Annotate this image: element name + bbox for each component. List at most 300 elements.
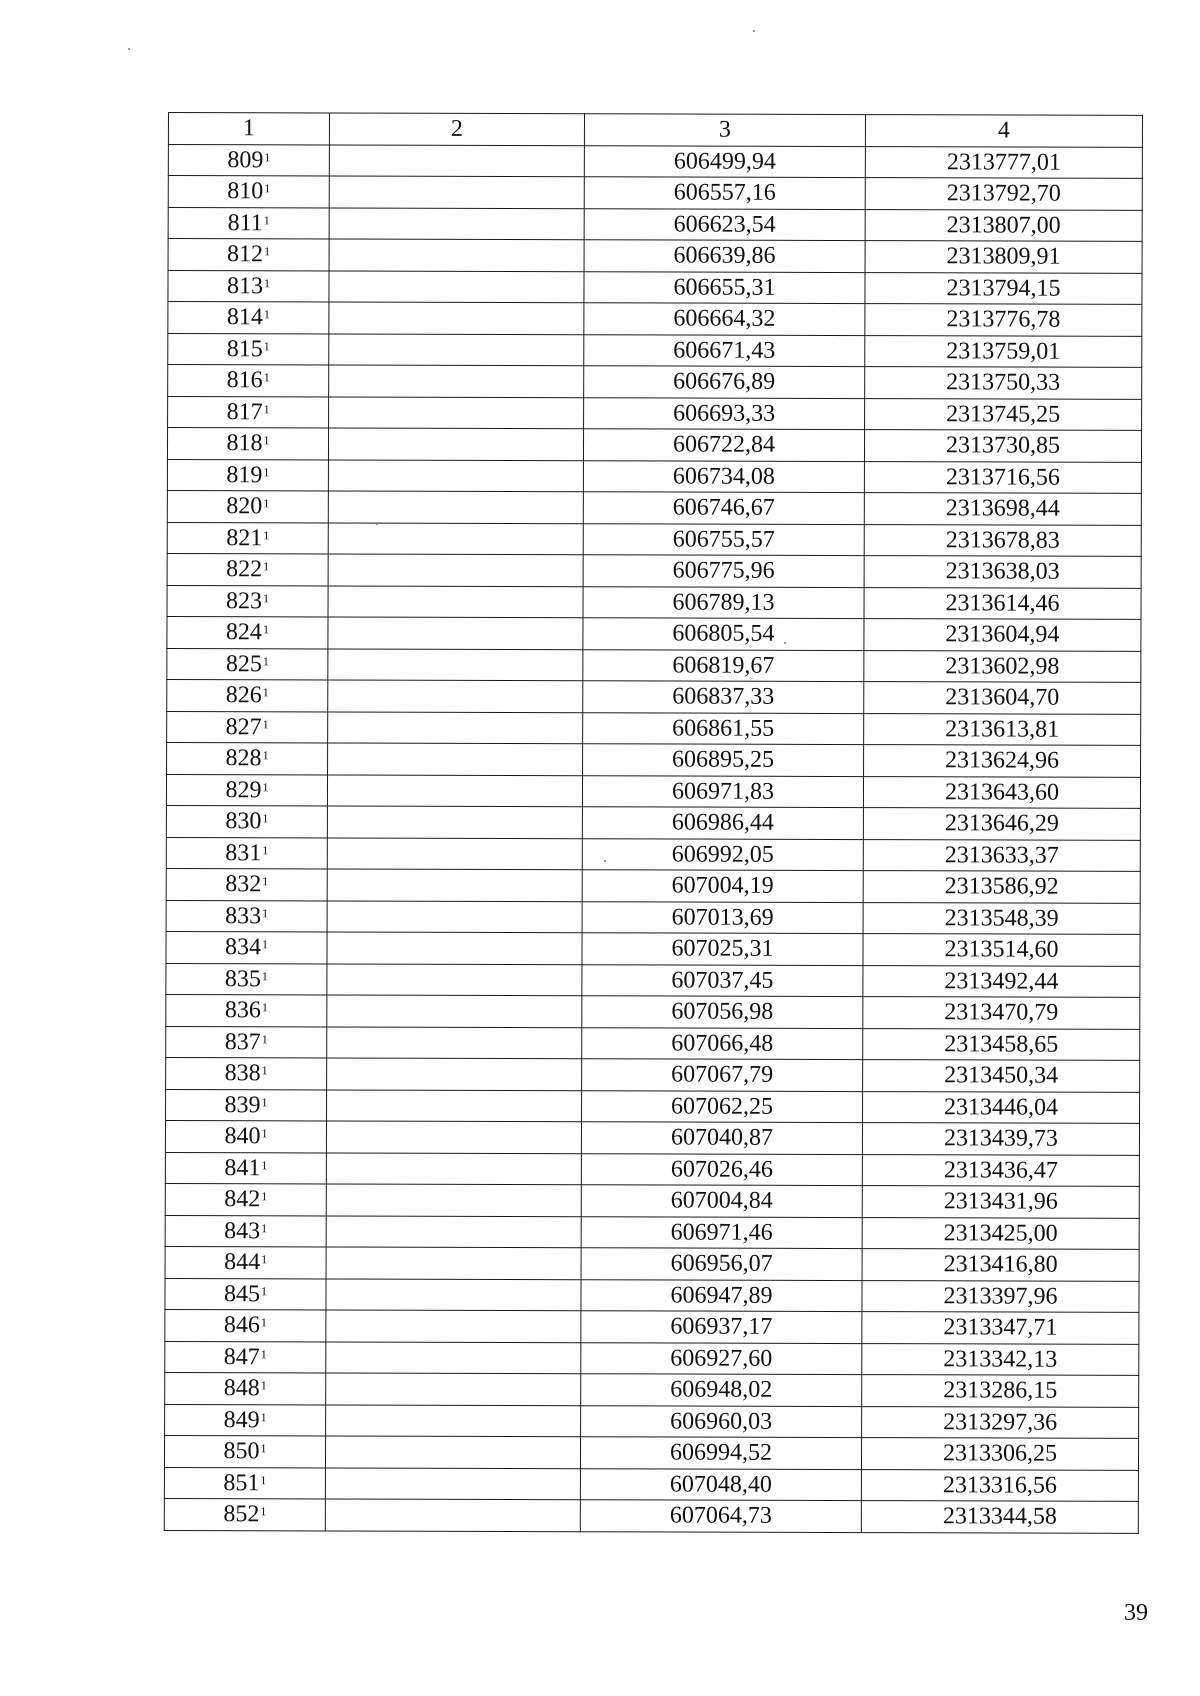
point-number: 844 [224,1249,261,1276]
point-number: 845 [223,1280,261,1308]
point-number-cell [168,365,329,397]
point-number: 812 [227,241,264,268]
table-row [166,900,1140,934]
point-number-superscript: 1 [262,685,269,700]
y-coordinate-cell: 2313730,85 [864,430,1141,462]
point-number-cell [168,144,329,176]
x-coordinate-cell: 607004,84 [581,1185,862,1217]
point-number-superscript: 1 [262,780,269,795]
point-number-cell [168,176,329,208]
y-coordinate-cell: 2313306,25 [861,1438,1138,1470]
table-row [168,144,1142,178]
col-2-cell [328,522,583,554]
point-number-cell [166,1057,327,1089]
y-coordinate-cell: 2313776,78 [865,304,1142,336]
table-row [165,1404,1139,1438]
x-coordinate-cell: 606992,05 [582,838,863,870]
table-row [168,333,1142,367]
point-number-cell [167,553,328,585]
point-number-superscript: 1 [263,591,270,606]
x-coordinate-cell: 607040,87 [581,1122,862,1154]
point-number-superscript: 1 [264,181,271,196]
point-number-superscript: 1 [262,717,269,732]
point-number: 842 [224,1186,261,1213]
x-coordinate-cell: 607037,45 [582,964,863,996]
x-coordinate-cell: 606746,67 [583,492,864,524]
point-number-cell [166,931,327,963]
table-row [166,1026,1140,1060]
y-coordinate-cell: 2313436,47 [862,1154,1139,1186]
point-number-cell [165,1246,326,1278]
point-number-superscript: 1 [262,906,269,921]
x-coordinate-cell: 606676,89 [584,366,865,398]
x-coordinate-cell: 607026,46 [581,1153,862,1185]
x-coordinate-cell: 607048,40 [580,1468,861,1500]
col-2-cell [326,1341,581,1373]
point-number-superscript: 1 [260,1315,267,1330]
table-row [166,868,1140,902]
table-row [167,742,1141,776]
point-number-cell [165,1278,326,1310]
point-number: 818 [226,430,263,457]
y-coordinate-cell: 2313416,80 [862,1249,1139,1281]
y-coordinate-cell: 2313514,60 [863,934,1140,966]
point-number-superscript: 1 [261,1221,268,1236]
x-coordinate-cell: 607066,48 [582,1027,863,1059]
table-row [165,1246,1139,1280]
x-coordinate-cell: 606948,02 [581,1374,862,1406]
point-number-superscript: 1 [261,1189,268,1204]
point-number-superscript: 1 [261,1000,268,1015]
x-coordinate-cell: 607013,69 [582,901,863,933]
x-coordinate-cell: 606775,96 [583,555,864,587]
point-number: 826 [225,682,262,709]
point-number-superscript: 1 [263,307,270,322]
x-coordinate-cell: 606960,03 [581,1405,862,1437]
point-number-superscript: 1 [262,811,269,826]
point-number-superscript: 1 [264,150,271,165]
col-2-cell [329,302,584,334]
col-2-cell [326,1121,581,1153]
point-number: 821 [226,524,263,552]
header-col-4: 4 [865,115,1142,147]
point-number-cell [164,1435,325,1467]
point-number: 837 [224,1028,261,1056]
col-2-cell [328,428,583,460]
point-number-superscript: 1 [263,370,270,385]
point-number-cell [164,1467,325,1499]
point-number: 814 [226,304,263,331]
y-coordinate-cell: 2313347,71 [862,1312,1139,1344]
table-row [167,522,1141,556]
point-number: 829 [225,776,262,804]
table-row [168,365,1142,399]
x-coordinate-cell: 606557,16 [584,177,865,209]
point-number-cell [166,900,327,932]
point-number: 849 [223,1406,260,1434]
y-coordinate-cell: 2313286,15 [862,1375,1139,1407]
table-row [166,994,1140,1028]
x-coordinate-cell: 606971,46 [581,1216,862,1248]
col-2-cell [329,144,584,176]
point-number: 841 [224,1154,261,1182]
point-number-cell [166,805,327,837]
point-number-cell [166,1026,327,1058]
x-coordinate-cell: 607025,31 [582,933,863,965]
y-coordinate-cell: 2313809,91 [865,241,1142,273]
y-coordinate-cell: 2313431,96 [862,1186,1139,1218]
point-number-superscript: 1 [263,528,270,543]
point-number-superscript: 1 [263,433,270,448]
x-coordinate-cell: 606623,54 [584,208,865,240]
point-number-superscript: 1 [263,213,270,228]
table-row [167,428,1141,462]
point-number: 832 [225,871,262,898]
table-row [166,805,1140,839]
point-number-superscript: 1 [262,937,269,952]
y-coordinate-cell: 2313450,34 [863,1060,1140,1092]
table-row [165,1341,1139,1375]
point-number: 835 [224,965,261,993]
y-coordinate-cell: 2313613,81 [864,713,1141,745]
x-coordinate-cell: 606722,84 [583,429,864,461]
point-number-superscript: 1 [261,1095,268,1110]
point-number-cell [166,774,327,806]
table-row [167,648,1141,682]
x-coordinate-cell: 606655,31 [584,271,865,303]
point-number: 852 [223,1501,260,1528]
col-2-cell [328,554,583,586]
y-coordinate-cell: 2313458,65 [863,1028,1140,1060]
x-coordinate-cell: 606986,44 [582,807,863,839]
col-2-cell [328,491,583,523]
point-number-cell [167,711,328,743]
point-number-cell [167,522,328,554]
table-row [167,585,1141,619]
point-number-superscript: 1 [261,1032,268,1047]
col-2-cell [327,869,582,901]
col-2-cell [326,1247,581,1279]
col-2-cell [329,270,584,302]
point-number-cell [166,837,327,869]
point-number-cell [166,963,327,995]
y-coordinate-cell: 2313792,70 [865,178,1142,210]
point-number-superscript: 1 [262,654,269,669]
point-number: 809 [227,146,264,174]
point-number-superscript: 1 [260,1378,267,1393]
point-number-cell [166,994,327,1026]
col-2-cell [328,743,583,775]
point-number-superscript: 1 [263,276,271,291]
col-2-cell [327,932,582,964]
table-row [167,553,1141,587]
col-2-cell [327,1058,582,1090]
x-coordinate-cell: 606664,32 [584,303,865,335]
point-number-cell [168,207,329,239]
point-number: 822 [226,556,263,583]
table-row [165,1278,1139,1312]
table-row [168,270,1142,304]
x-coordinate-cell: 607067,79 [582,1059,863,1091]
point-number: 827 [225,713,262,741]
table-row [166,1089,1140,1123]
point-number: 838 [224,1060,261,1087]
col-2-cell [329,207,584,239]
col-2-cell [329,333,584,365]
point-number-superscript: 1 [260,1473,267,1488]
col-2-cell [326,1184,581,1216]
y-coordinate-cell: 2313698,44 [864,493,1141,525]
table-row [168,302,1142,336]
table-row [168,239,1142,273]
x-coordinate-cell: 606947,89 [581,1279,862,1311]
col-2-cell [326,1278,581,1310]
point-number-superscript: 1 [263,339,270,354]
x-coordinate-cell: 606671,43 [584,334,865,366]
y-coordinate-cell: 2313794,15 [865,272,1142,304]
y-coordinate-cell: 2313548,39 [863,902,1140,934]
point-number: 839 [224,1091,261,1119]
point-number: 816 [226,367,263,394]
col-2-cell [329,365,584,397]
point-number-superscript: 1 [260,1504,267,1519]
table-header-row [168,113,1142,147]
y-coordinate-cell: 2313633,37 [863,839,1140,871]
point-number-superscript: 1 [260,1441,267,1456]
x-coordinate-cell: 606956,07 [581,1248,862,1280]
y-coordinate-cell: 2313643,60 [863,776,1140,808]
point-number: 848 [223,1375,260,1402]
point-number-superscript: 1 [263,559,270,574]
col-2-cell [327,995,582,1027]
table-row [167,490,1141,524]
y-coordinate-cell: 2313646,29 [863,808,1140,840]
col-2-cell [329,396,584,428]
col-2-cell [327,774,582,806]
point-number-cell [165,1215,326,1247]
col-2-cell [327,1089,582,1121]
page-number: 39 [1124,1600,1148,1626]
col-2-cell [326,1152,581,1184]
y-coordinate-cell: 2313297,36 [862,1406,1139,1438]
col-2-cell [327,963,582,995]
x-coordinate-cell: 606755,57 [583,523,864,555]
y-coordinate-cell: 2313446,04 [863,1091,1140,1123]
point-number: 846 [223,1312,260,1339]
y-coordinate-cell: 2313745,25 [865,398,1142,430]
table-row [165,1309,1139,1343]
y-coordinate-cell: 2313425,00 [862,1217,1139,1249]
table-row [166,1057,1140,1091]
point-number-cell [165,1120,326,1152]
point-number-superscript: 1 [261,1158,268,1173]
point-number-superscript: 1 [263,496,270,511]
point-number: 847 [223,1343,260,1371]
point-number: 851 [223,1469,260,1497]
point-number: 836 [224,997,261,1024]
point-number: 819 [226,461,263,489]
point-number: 828 [225,745,262,772]
y-coordinate-cell: 2313492,44 [863,965,1140,997]
point-number-cell [167,459,328,491]
point-number-cell [168,239,329,271]
scan-speck [753,30,755,32]
point-number-cell [165,1372,326,1404]
point-number-cell [165,1183,326,1215]
col-2-cell [329,239,584,271]
point-number: 815 [226,335,263,363]
point-number-superscript: 1 [261,969,268,984]
table-row [167,459,1141,493]
y-coordinate-cell: 2313807,00 [865,209,1142,241]
table-row [166,837,1140,871]
table-row [164,1435,1138,1469]
point-number-cell [166,1089,327,1121]
point-number-superscript: 1 [260,1410,267,1425]
point-number-cell [168,302,329,334]
point-number-cell [167,585,328,617]
x-coordinate-cell: 606837,33 [583,681,864,713]
table-row [168,396,1142,430]
col-2-cell [328,648,583,680]
x-coordinate-cell: 606819,67 [583,649,864,681]
x-coordinate-cell: 606499,94 [584,145,865,177]
x-coordinate-cell: 606927,60 [581,1342,862,1374]
col-2-cell [327,837,582,869]
point-number: 811 [227,209,263,237]
point-number-superscript: 1 [261,1063,268,1078]
x-coordinate-cell: 606805,54 [583,618,864,650]
point-number-superscript: 1 [262,874,269,889]
y-coordinate-cell: 2313604,70 [864,682,1141,714]
x-coordinate-cell: 606693,33 [584,397,865,429]
point-number-superscript: 1 [263,465,270,480]
x-coordinate-cell: 606639,86 [584,240,865,272]
table-row [166,963,1140,997]
scan-speck [604,860,606,862]
col-2-cell [328,617,583,649]
y-coordinate-cell: 2313439,73 [862,1123,1139,1155]
point-number: 843 [224,1217,261,1245]
col-2-cell [325,1436,580,1468]
col-2-cell [329,176,584,208]
point-number-superscript: 1 [263,402,270,417]
point-number-cell [165,1341,326,1373]
col-2-cell [328,459,583,491]
table-row [167,711,1141,745]
x-coordinate-cell: 606895,25 [583,744,864,776]
x-coordinate-cell: 606734,08 [583,460,864,492]
point-number: 820 [226,493,263,520]
table-row [168,176,1142,210]
table-row [165,1215,1139,1249]
point-number: 840 [224,1123,261,1150]
y-coordinate-cell: 2313777,01 [865,146,1142,178]
point-number-cell [165,1309,326,1341]
y-coordinate-cell: 2313344,58 [861,1501,1138,1533]
point-number-superscript: 1 [261,1252,268,1267]
point-number-superscript: 1 [262,622,269,637]
x-coordinate-cell: 606994,52 [580,1437,861,1469]
table-row [166,774,1140,808]
point-number-cell [168,333,329,365]
y-coordinate-cell: 2313614,46 [864,587,1141,619]
scan-speck [784,642,786,644]
y-coordinate-cell: 2313716,56 [864,461,1141,493]
table-row [167,616,1141,650]
point-number: 831 [225,839,262,867]
x-coordinate-cell: 606861,55 [583,712,864,744]
header-col-2: 2 [329,113,584,145]
point-number-cell [168,396,329,428]
x-coordinate-cell: 606937,17 [581,1311,862,1343]
y-coordinate-cell: 2313586,92 [863,871,1140,903]
table-row [165,1152,1139,1186]
col-2-cell [326,1373,581,1405]
col-2-cell [325,1467,580,1499]
point-number-cell [167,742,328,774]
point-number-superscript: 1 [260,1284,268,1299]
col-2-cell [327,900,582,932]
point-number: 830 [225,808,262,835]
y-coordinate-cell: 2313342,13 [862,1343,1139,1375]
point-number: 813 [226,272,264,300]
y-coordinate-cell: 2313604,94 [864,619,1141,651]
point-number-superscript: 1 [260,1347,267,1362]
table-row [166,931,1140,965]
x-coordinate-cell: 607004,19 [582,870,863,902]
coordinates-table [164,112,1143,1533]
point-number: 823 [226,587,263,615]
point-number-superscript: 1 [261,1126,268,1141]
y-coordinate-cell: 2313759,01 [865,335,1142,367]
col-2-cell [328,711,583,743]
point-number-cell [165,1152,326,1184]
point-number: 817 [226,398,263,426]
table-row [165,1372,1139,1406]
point-number: 850 [223,1438,260,1465]
y-coordinate-cell: 2313678,83 [864,524,1141,556]
y-coordinate-cell: 2313470,79 [863,997,1140,1029]
point-number-cell [167,490,328,522]
y-coordinate-cell: 2313750,33 [865,367,1142,399]
col-2-cell [327,1026,582,1058]
point-number-superscript: 1 [262,748,269,763]
y-coordinate-cell: 2313602,98 [864,650,1141,682]
col-2-cell [325,1499,580,1531]
col-2-cell [327,806,582,838]
point-number-cell [166,868,327,900]
point-number-cell [165,1404,326,1436]
y-coordinate-cell: 2313397,96 [862,1280,1139,1312]
y-coordinate-cell: 2313624,96 [864,745,1141,777]
header-col-1: 1 [168,113,329,145]
point-number-cell [167,648,328,680]
table-row [168,207,1142,241]
col-2-cell [328,680,583,712]
table-row [164,1498,1138,1532]
table-row [165,1183,1139,1217]
table-row [167,679,1141,713]
col-2-cell [326,1215,581,1247]
point-number: 810 [227,178,264,205]
x-coordinate-cell: 606971,83 [582,775,863,807]
y-coordinate-cell: 2313638,03 [864,556,1141,588]
point-number-superscript: 1 [262,843,269,858]
point-number-cell [168,270,329,302]
header-col-3: 3 [584,114,865,146]
point-number-cell [167,428,328,460]
